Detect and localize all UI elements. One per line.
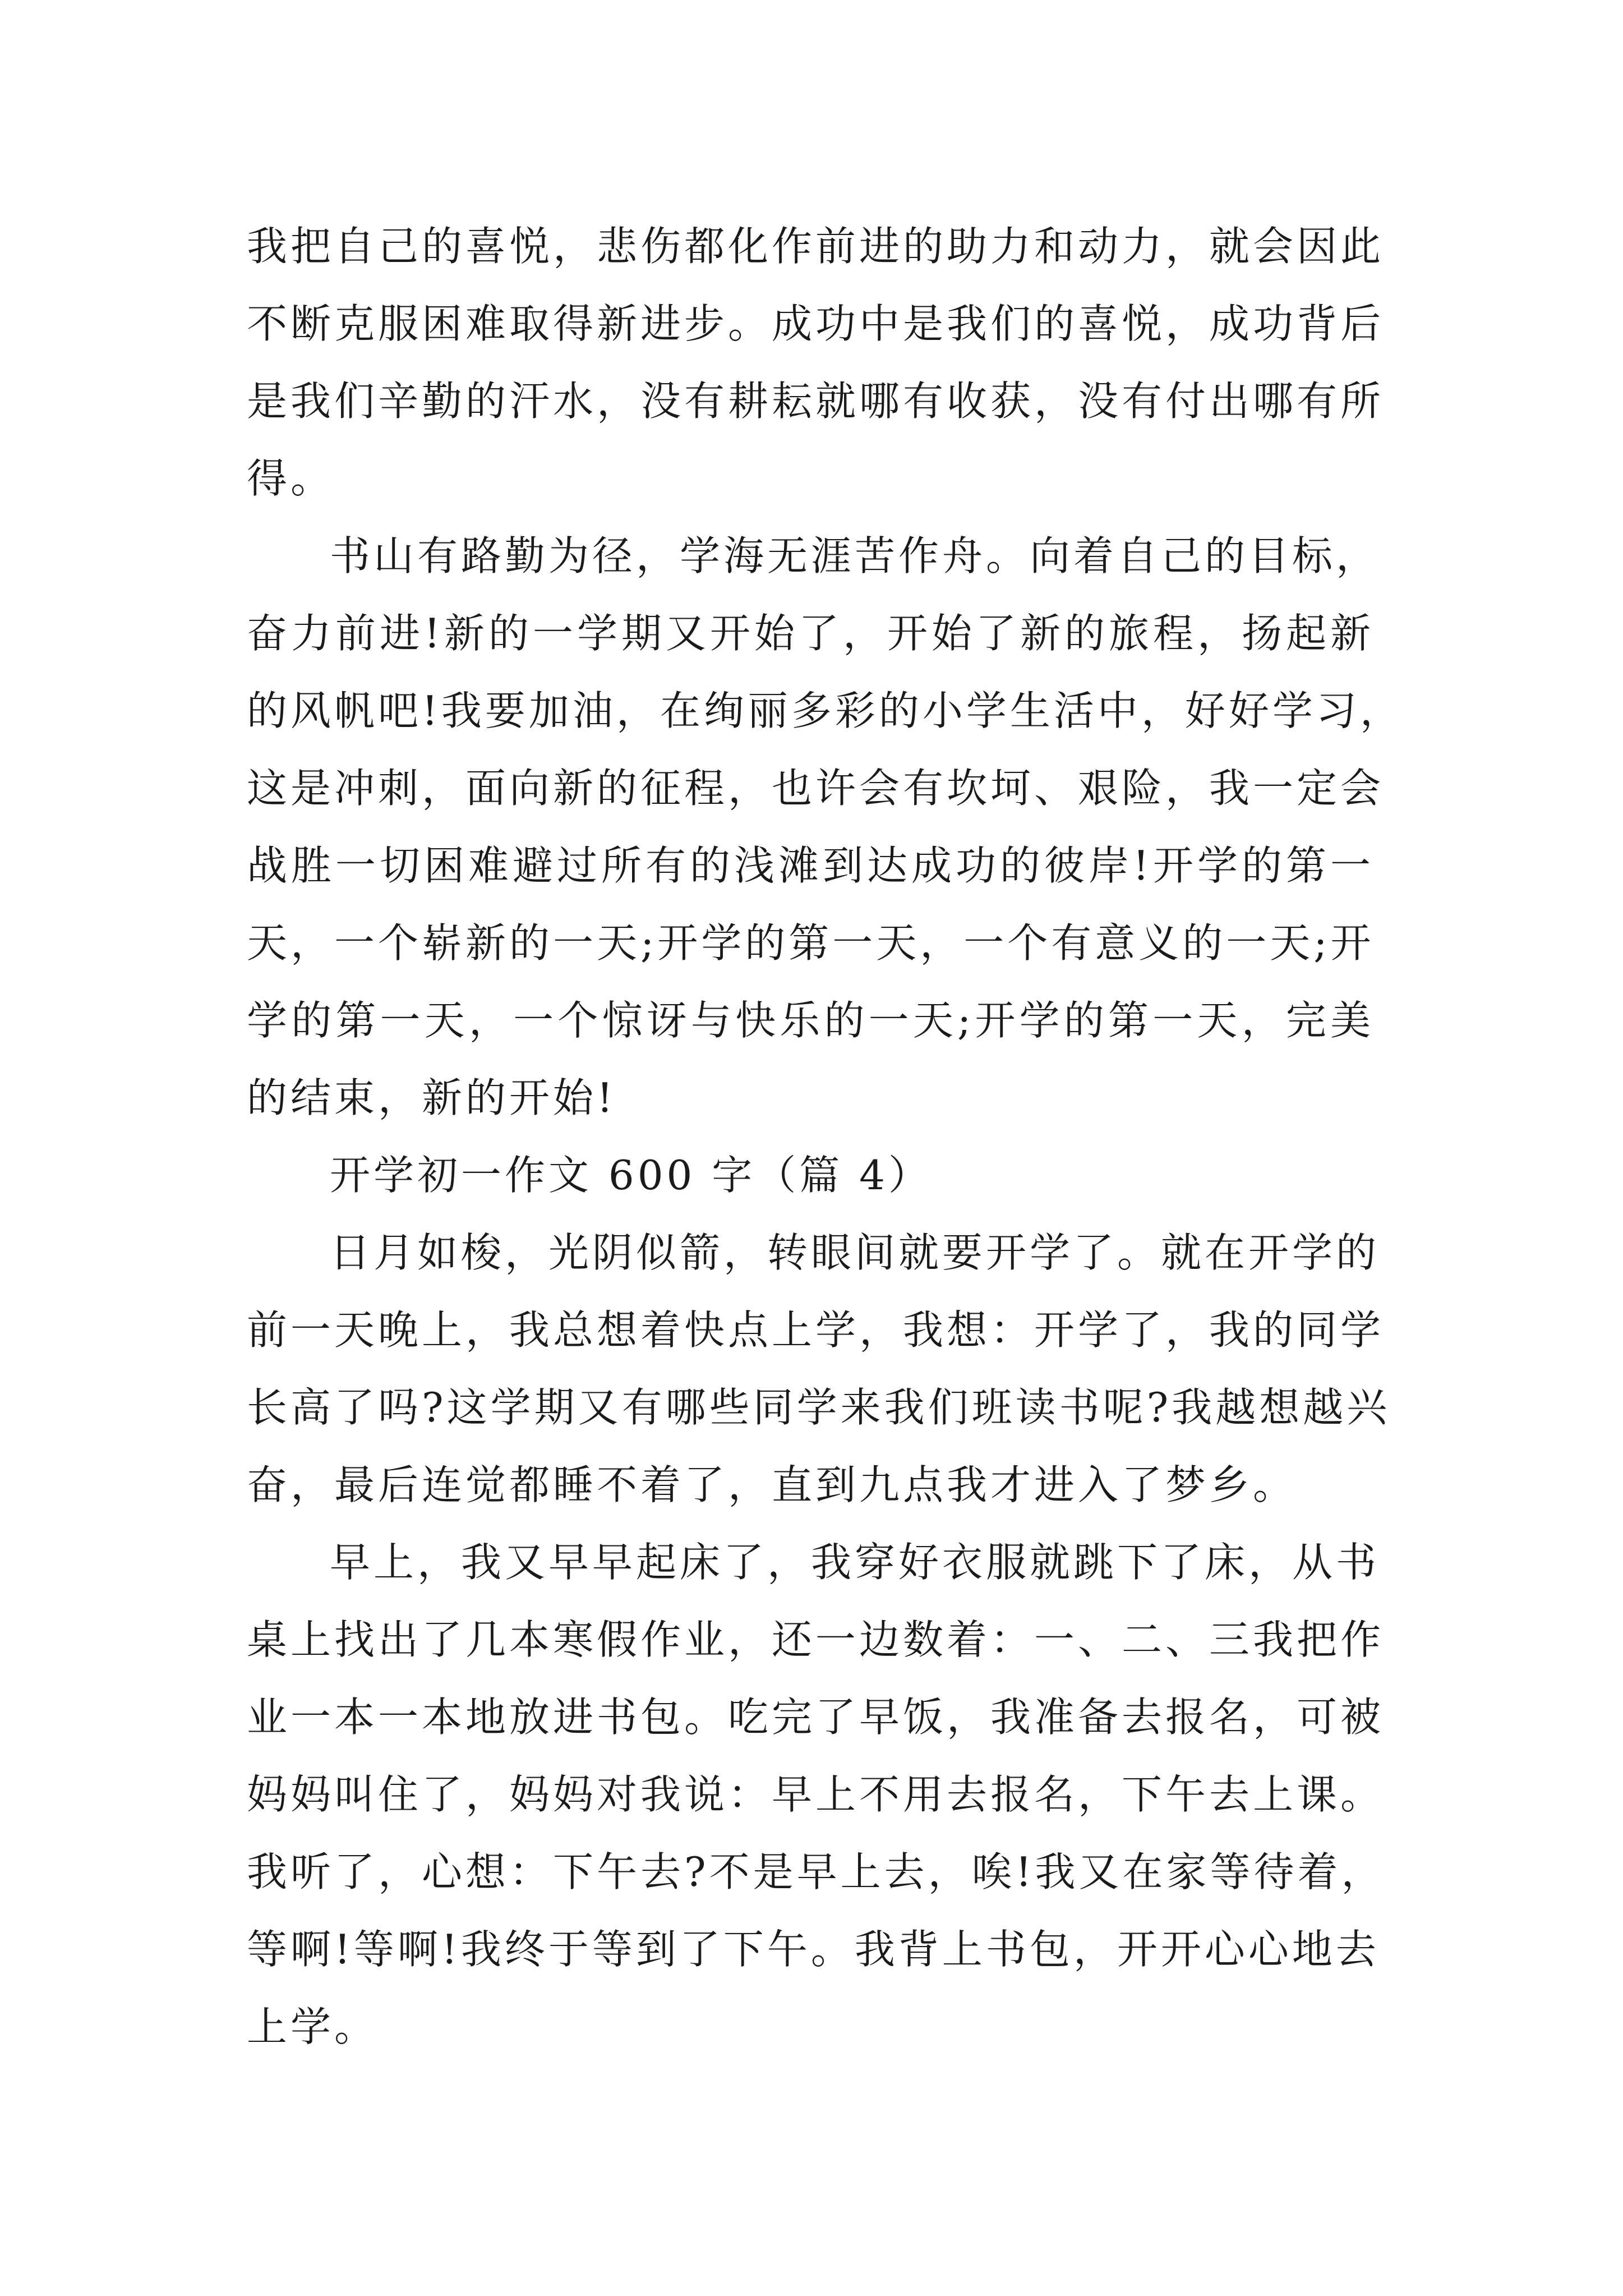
paragraph <box>247 1214 1391 1524</box>
text-line: 战胜一切困难避过所有的浅滩到达成功的彼岸!开学的第一 <box>247 842 1374 889</box>
text-line: 奋，最后连觉都睡不着了，直到九点我才进入了梦乡。 <box>247 1461 1297 1508</box>
text-line: 我把自己的喜悦，悲伤都化作前进的助力和动力，就会因此 <box>247 223 1385 270</box>
text-line: 我听了，心想：下午去?不是早上去，唉!我又在家等待着， <box>247 1848 1385 1895</box>
text-line: 是我们辛勤的汗水，没有耕耘就哪有收获，没有付出哪有所 <box>247 378 1385 425</box>
heading-text: 开学初一作文 600 字（篇 4） <box>330 1152 932 1199</box>
document-body <box>247 208 1404 2065</box>
text-line: 这是冲刺，面向新的征程，也许会有坎坷、艰险，我一定会 <box>247 765 1385 812</box>
text-line: 日月如梭，光阴似箭，转眼间就要开学了。就在开学的 <box>330 1229 1380 1276</box>
text-line: 奋力前进!新的一学期又开始了，开始了新的旅程，扬起新 <box>247 610 1374 657</box>
paragraph <box>247 517 1404 1137</box>
paragraph <box>247 1524 1385 2065</box>
text-line: 的风帆吧!我要加油，在绚丽多彩的小学生活中，好好学习， <box>247 687 1404 734</box>
text-line: 长高了吗?这学期又有哪些同学来我们班读书呢?我越想越兴 <box>247 1384 1391 1431</box>
text-line: 学的第一天，一个惊讶与快乐的一天;开学的第一天，完美 <box>247 997 1374 1044</box>
text-line: 上学。 <box>247 2003 379 2050</box>
text-line: 早上，我又早早起床了，我穿好衣服就跳下了床，从书 <box>330 1539 1380 1586</box>
text-line: 天，一个崭新的一天;开学的第一天，一个有意义的一天;开 <box>247 919 1375 967</box>
text-line: 业一本一本地放进书包。吃完了早饭，我准备去报名，可被 <box>247 1694 1385 1741</box>
section-heading <box>247 1137 1374 1214</box>
text-line: 桌上找出了几本寒假作业，还一边数着：一、二、三我把作 <box>247 1616 1385 1663</box>
text-line: 前一天晚上，我总想着快点上学，我想：开学了，我的同学 <box>247 1306 1385 1354</box>
text-line: 妈妈叫住了，妈妈对我说：早上不用去报名，下午去上课。 <box>247 1771 1385 1818</box>
paragraph <box>247 208 1385 517</box>
text-line: 不断克服困难取得新进步。成功中是我们的喜悦，成功背后 <box>247 300 1385 347</box>
text-line: 等啊!等啊!我终于等到了下午。我背上书包，开开心心地去 <box>247 1926 1380 1973</box>
text-line: 的结束，新的开始! <box>247 1074 616 1121</box>
text-line: 书山有路勤为径，学海无涯苦作舟。向着自己的目标， <box>330 532 1380 579</box>
text-line: 得。 <box>247 455 335 502</box>
